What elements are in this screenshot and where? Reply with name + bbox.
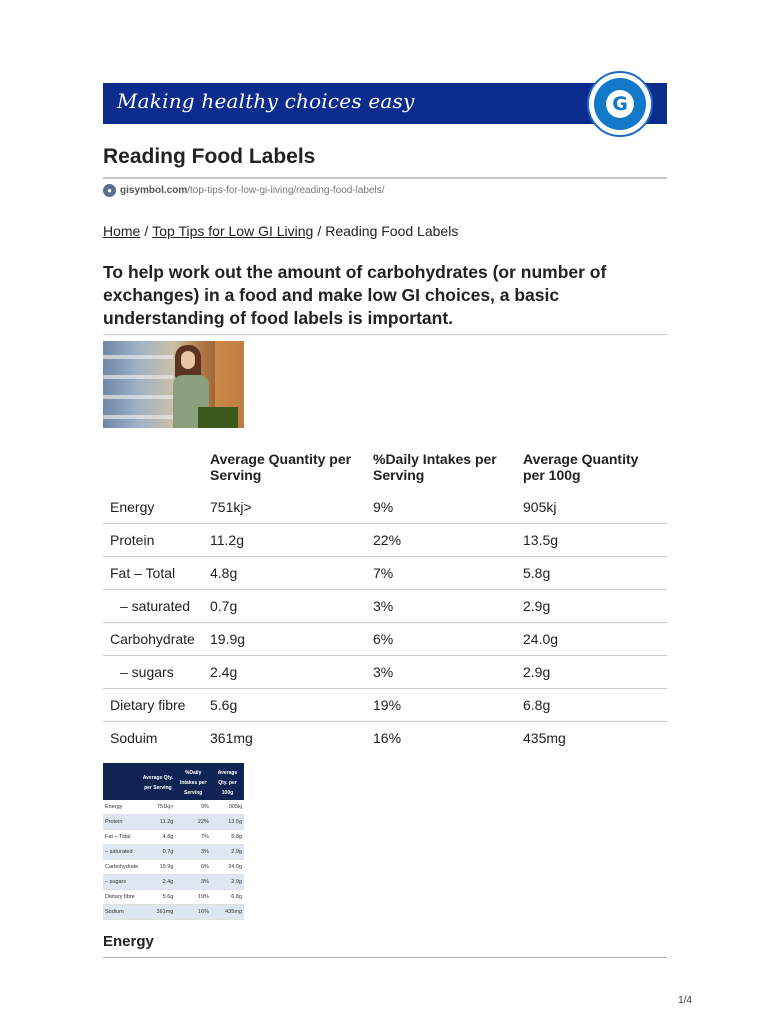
page-number: 1/4	[678, 995, 692, 1006]
table-cell: 9%	[366, 491, 516, 524]
table-cell: 13.5g	[516, 524, 667, 557]
mini-cell: 19%	[175, 890, 211, 905]
mini-row	[103, 830, 244, 845]
table-row	[103, 491, 667, 524]
table-cell: 24.0g	[516, 623, 667, 656]
table-row	[103, 557, 667, 590]
mini-cell: 7%	[175, 830, 211, 845]
table-cell: 905kj	[516, 491, 667, 524]
mini-cell: – sugars	[103, 875, 140, 890]
brand-banner	[103, 83, 667, 124]
table-cell: 6%	[366, 623, 516, 656]
nutrient-name: Soduim	[110, 730, 158, 746]
table-row	[103, 590, 667, 623]
table-cell: 3%	[366, 590, 516, 623]
source-domain: gisymbol.com	[120, 185, 188, 196]
nutrition-label-image	[103, 763, 244, 920]
table-cell: 5.8g	[516, 557, 667, 590]
table-cell: 19.9g	[203, 623, 366, 656]
table-cell: 751kj>	[203, 491, 366, 524]
table-header-cell: %Daily Intakes per Serving	[373, 451, 497, 483]
table-cell: 2.4g	[203, 656, 366, 689]
site-favicon-icon: ●	[103, 184, 116, 197]
table-row	[103, 722, 667, 755]
source-url[interactable]	[103, 184, 385, 197]
shopping-basket	[198, 407, 238, 428]
nutrition-table	[103, 443, 667, 754]
section-divider	[103, 957, 667, 958]
mini-cell: 24.0g	[211, 860, 244, 875]
mini-cell: Protein	[103, 815, 140, 830]
nutrient-name: Dietary fibre	[103, 689, 203, 722]
breadcrumb	[103, 223, 458, 239]
shelf	[103, 355, 173, 359]
document-page	[103, 83, 667, 950]
gi-logo-ring	[594, 78, 646, 130]
intro-paragraph: To help work out the amount of carbohydrates (or number of exchanges) in a food and make low GI choices, a basic understanding of food labels is important.	[103, 262, 607, 328]
nutrient-name: Energy	[103, 491, 203, 524]
table-cell: 3%	[366, 656, 516, 689]
mini-row	[103, 845, 244, 860]
table-cell: 22%	[366, 524, 516, 557]
table-cell: 0.7g	[203, 590, 366, 623]
mini-cell: 5.6g	[140, 890, 175, 905]
table-cell: 11.2g	[203, 524, 366, 557]
breadcrumb-separator: /	[144, 223, 149, 239]
section-heading-energy: Energy	[103, 933, 154, 950]
breadcrumb-separator: /	[317, 223, 322, 239]
intro-divider	[103, 334, 667, 335]
table-cell: 435mg	[523, 730, 566, 746]
mini-row	[103, 815, 244, 830]
mini-header-cell: Average Qty. per 100g	[211, 763, 244, 800]
mini-cell: 905kj	[211, 800, 244, 815]
mini-cell: 2.9g	[211, 875, 244, 890]
mini-row	[103, 905, 244, 920]
mini-row	[103, 860, 244, 875]
table-cell: 5.6g	[203, 689, 366, 722]
mini-row	[103, 800, 244, 815]
mini-header-row	[103, 763, 244, 800]
mini-cell: Dietary fibre	[103, 890, 140, 905]
mini-cell: 6.8g	[211, 890, 244, 905]
mini-cell: 13.5g	[211, 815, 244, 830]
mini-cell: 22%	[175, 815, 211, 830]
table-cell: 6.8g	[516, 689, 667, 722]
mini-cell: Carbohydrate	[103, 860, 140, 875]
mini-cell: 5.8g	[211, 830, 244, 845]
table-header-cell	[103, 443, 203, 491]
mini-cell: 11.2g	[140, 815, 175, 830]
table-cell: 7%	[366, 557, 516, 590]
shopper-photo	[103, 341, 244, 428]
mini-cell: Sodium	[103, 905, 140, 920]
page-title: Reading Food Labels	[103, 145, 316, 168]
table-header-cell: Average Quantity per Serving	[210, 451, 352, 483]
nutrient-name: Protein	[103, 524, 203, 557]
mini-cell: 751kj>	[140, 800, 175, 815]
table-cell: 361mg	[210, 730, 253, 746]
gi-logo-initials: G	[606, 90, 634, 118]
mini-header-cell: Average Qty. per Serving	[140, 763, 175, 800]
nutrient-name: Fat – Total	[103, 557, 203, 590]
mini-cell: 3%	[175, 875, 211, 890]
nutrient-name: – saturated	[103, 590, 203, 623]
mini-header-cell: %Daily Intakes per Serving	[175, 763, 211, 800]
table-row	[103, 656, 667, 689]
mini-cell: 3%	[175, 845, 211, 860]
table-row	[103, 524, 667, 557]
mini-cell: 2.9g	[211, 845, 244, 860]
nutrient-name: – sugars	[103, 656, 203, 689]
mini-row	[103, 875, 244, 890]
table-row	[103, 689, 667, 722]
mini-cell: 361mg	[140, 905, 175, 920]
source-path: /top-tips-for-low-gi-living/reading-food-labels/	[187, 185, 385, 196]
mini-cell: Energy	[103, 800, 140, 815]
mini-cell: 16%	[175, 905, 211, 920]
mini-cell: 0.7g	[140, 845, 175, 860]
nutrient-name: Carbohydrate	[103, 623, 203, 656]
table-cell: 16%	[373, 730, 402, 746]
title-divider	[103, 177, 667, 179]
gi-foundation-logo	[587, 71, 653, 137]
mini-cell: – saturated	[103, 845, 140, 860]
shelf	[103, 375, 173, 379]
shopper-face	[181, 351, 195, 369]
mini-header-cell	[103, 763, 140, 800]
mini-cell: 435mg	[211, 905, 244, 920]
mini-row	[103, 890, 244, 905]
mini-cell: Fat – Total	[103, 830, 140, 845]
breadcrumb-home-link[interactable]: Home	[103, 223, 141, 239]
shelf	[103, 395, 173, 399]
mini-cell: 19.9g	[140, 860, 175, 875]
table-header-cell: Average Quantity per 100g	[523, 451, 639, 483]
table-cell: 2.9g	[516, 590, 667, 623]
mini-cell: 9%	[175, 800, 211, 815]
table-row	[103, 623, 667, 656]
table-cell: 2.9g	[516, 656, 667, 689]
mini-cell: 4.8g	[140, 830, 175, 845]
table-cell: 4.8g	[203, 557, 366, 590]
breadcrumb-section-link[interactable]: Top Tips for Low GI Living	[152, 223, 314, 239]
shelf	[103, 415, 173, 419]
breadcrumb-current: Reading Food Labels	[325, 223, 459, 239]
table-header-row	[103, 443, 667, 491]
mini-cell: 2.4g	[140, 875, 175, 890]
banner-tagline: Making healthy choices easy	[117, 89, 415, 113]
mini-cell: 6%	[175, 860, 211, 875]
table-cell: 19%	[366, 689, 516, 722]
